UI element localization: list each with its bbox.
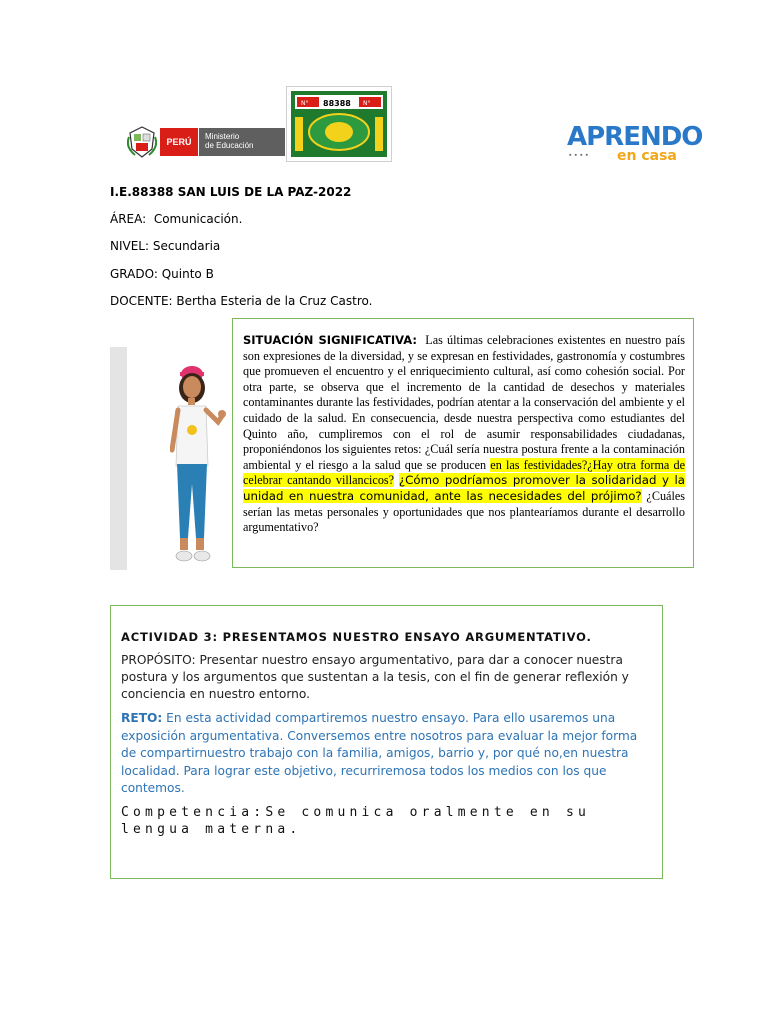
- nivel-line: [110, 239, 220, 254]
- school-code: 88388: [323, 99, 351, 108]
- docente-value: Bertha Esteria de la Cruz Castro.: [176, 294, 373, 308]
- actividad-title: ACTIVIDAD 3: PRESENTAMOS NUESTRO ENSAYO ARGUMENTATIVO.: [121, 630, 592, 644]
- coat-of-arms-icon: [127, 125, 157, 159]
- situacion-body-2: ¿Cuáles serían las metas personales y oportunidades que nos plantearíamos durante el desarrollo argumentativo?: [243, 488, 685, 535]
- situacion-highlight-1: en las festividades?¿Hay otra forma de celebrar cantando villancicos?: [243, 457, 685, 488]
- side-grey-bar: [110, 347, 127, 570]
- student-girl-illustration: [170, 358, 230, 570]
- en-casa-text: en casa: [617, 148, 677, 164]
- area-value: Comunicación.: [153, 212, 243, 226]
- reto-block: [121, 710, 641, 798]
- nivel-label: NIVEL:: [110, 239, 150, 253]
- minedu-logo: [127, 125, 287, 159]
- school-name: [110, 185, 351, 200]
- nivel-value: Secundaria: [152, 239, 221, 253]
- situacion-significativa-box: [232, 318, 694, 568]
- reto-text: En esta actividad compartiremos nuestro ensayo. Para ello usaremos una exposición argumentativa. Conversemos entre nosotros para evaluar la mejor forma de compartirnuestro trabajo con la familia, amigos, barrio y, por qué no,en nuestra localidad. Para lograr este objetivo, recurriremosa todos los medios con los que contemos.: [121, 711, 638, 795]
- ministry-line-1: Ministerio: [205, 132, 240, 141]
- actividad-box: [110, 605, 663, 879]
- situacion-body-1: Las últimas celebraciones existentes en nuestro país son expresiones de la diversidad, y se expresan en festividades, gastronomía y costumbres que promueven el encuentro y el enriquecimiento cultural, así como cohesión social. Por otra parte, se observa que el incremento de la cantidad de desechos y materiales contaminantes durante las festividades, podrían atentar a la conservación del ambiente y el cuidado de la salud. En consecuencia, desde nuestra perspectiva como estudiantes del Quinto año, cumpliremos con el rol de asumir responsabilidades ciudadanas, proponiéndonos los siguientes retos: ¿Cuál sería nuestra postura frente a la contaminación ambiental y el riesgo a la salud que se producen: [243, 333, 685, 472]
- ministry-label: [199, 128, 285, 156]
- school-emblem-icon: [287, 87, 391, 161]
- aprendo-dots-icon: ▪▪▪▪: [569, 152, 591, 159]
- school-code-right: N°: [363, 100, 371, 107]
- docente-line: [110, 294, 372, 309]
- grado-line: [110, 267, 214, 282]
- area-line: [110, 212, 242, 227]
- peru-label: PERÚ: [160, 128, 198, 156]
- reto-label: RETO:: [121, 711, 163, 725]
- situacion-highlight-2: ¿Cómo podríamos promover la solidaridad y la unidad en nuestra comunidad, ante las necesidades del prójimo?: [243, 473, 685, 503]
- aprendo-text: APRENDO: [567, 122, 703, 152]
- school-code-left: N°: [301, 100, 309, 107]
- docente-label: DOCENTE:: [110, 294, 173, 308]
- area-label: ÁREA:: [110, 212, 147, 226]
- aprendo-en-casa-logo: [567, 122, 703, 166]
- situacion-title: SITUACIÓN SIGNIFICATIVA:: [243, 333, 417, 347]
- grado-label: GRADO:: [110, 267, 158, 281]
- grado-value: Quinto B: [161, 267, 214, 281]
- school-logo: [286, 86, 392, 162]
- competencia-text: Competencia:Se comunica oralmente en su lengua materna.: [121, 805, 591, 837]
- ministry-line-2: de Educación: [205, 141, 254, 150]
- proposito-text: PROPÓSITO: Presentar nuestro ensayo argumentativo, para dar a conocer nuestra postura y los argumentos que sustentan a la tesis, con el fin de generar reflexión y conciencia en nuestro entorno.: [121, 653, 629, 701]
- school-name-text: I.E.88388 SAN LUIS DE LA PAZ-2022: [110, 185, 352, 199]
- situacion-text: [243, 333, 685, 536]
